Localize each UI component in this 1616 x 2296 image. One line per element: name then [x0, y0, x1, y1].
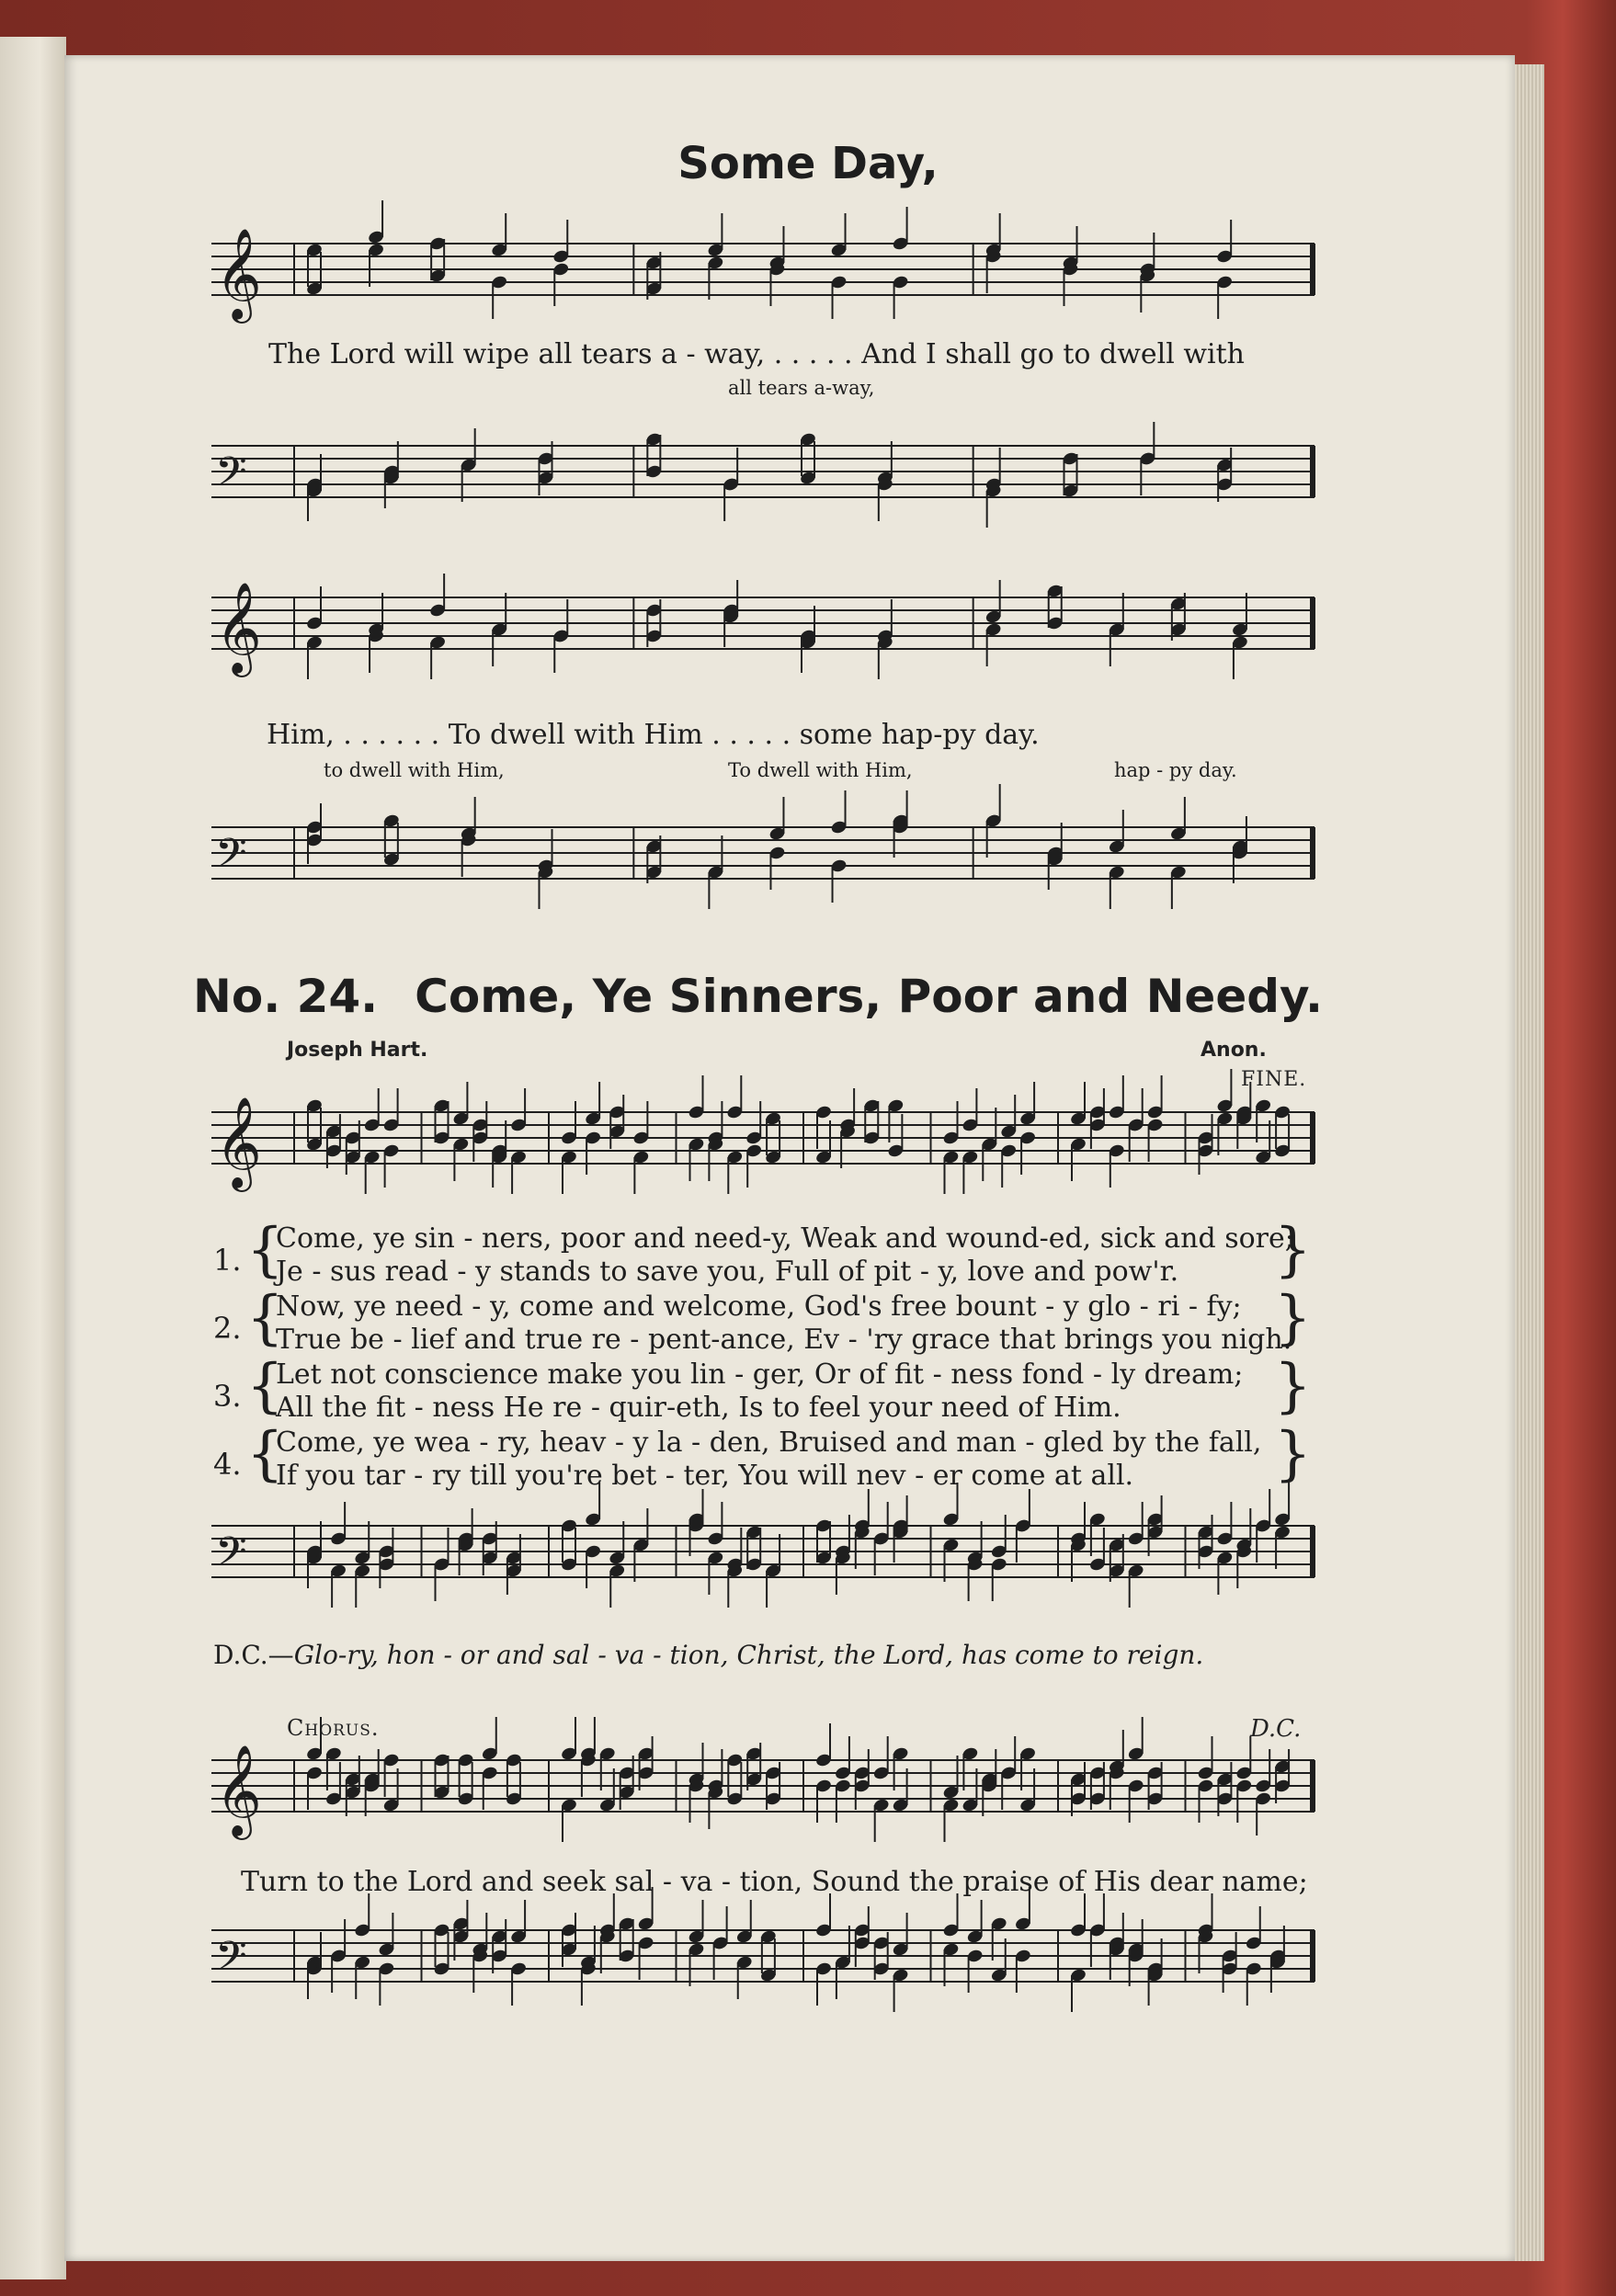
- bass-clef-icon: 𝄢: [215, 829, 247, 887]
- system-1-lyrics: The Lord will wipe all tears a - way, . . . . . And I shall go to dwell with: [268, 338, 1245, 370]
- verse-brace-2-close: }: [1274, 1284, 1312, 1352]
- verse-3-line-a: Let not conscience make you lin - ger, Or of fit - ness fond - ly dream;: [276, 1358, 1244, 1391]
- dc-lyrics: Glo-ry, hon - or and sal - va - tion, Christ, the Lord, has come to reign.: [293, 1640, 1204, 1670]
- song-title-come-ye-sinners: [193, 970, 1323, 1023]
- verse-1-line-b: Je - sus read - y stands to save you, Full of pit - y, love and pow'r.: [276, 1256, 1179, 1288]
- treble-clef-icon: 𝄞: [215, 582, 262, 674]
- chorus-dc-marking: D.C.: [1250, 1715, 1302, 1743]
- system-1-treble-staff: [211, 225, 1333, 326]
- verse-brace-1: {: [246, 1216, 284, 1284]
- composer-credit: Anon.: [1201, 1039, 1267, 1062]
- verse-brace-4-close: }: [1274, 1420, 1312, 1488]
- song-title-some-day: Some Day,: [677, 138, 939, 189]
- system-2-echo-lyrics-3: hap - py day.: [1114, 759, 1237, 781]
- fine-marking: FINE.: [1241, 1068, 1307, 1091]
- chorus-bass-staff: [211, 1912, 1333, 2031]
- treble-clef-icon: 𝄞: [215, 1745, 262, 1836]
- verse-4-line-b: If you tar - ry till you're bet - ter, You will nev - er come at all.: [276, 1460, 1134, 1492]
- dc-prefix: D.C.—: [213, 1640, 294, 1670]
- verse-number-3: 3.: [213, 1379, 242, 1414]
- dc-line: [213, 1640, 1203, 1670]
- verse-number-1: 1.: [213, 1243, 242, 1278]
- bass-clef-icon: 𝄢: [215, 448, 247, 506]
- system-1-alto-lyrics: all tears a-way,: [728, 377, 875, 399]
- verse-4-line-a: Come, ye wea - ry, heav - y la - den, Bruised and man - gled by the fall,: [276, 1426, 1262, 1459]
- verse-1-line-a: Come, ye sin - ners, poor and need-y, Weak and wound-ed, sick and sore;: [276, 1222, 1294, 1255]
- hymn-title: Come, Ye Sinners, Poor and Needy.: [415, 970, 1324, 1023]
- author-credit: Joseph Hart.: [287, 1039, 428, 1062]
- verse-brace-3: {: [246, 1352, 284, 1420]
- hymn-bass-staff: [211, 1507, 1333, 1627]
- verse-2-line-a: Now, ye need - y, come and welcome, God's free bount - y glo - ri - fy;: [276, 1290, 1242, 1323]
- chorus-label: Chorus.: [287, 1715, 380, 1741]
- verse-brace-1-close: }: [1274, 1216, 1312, 1284]
- staff-lines: [211, 827, 1314, 879]
- system-2-echo-lyrics-1: to dwell with Him,: [324, 759, 505, 781]
- treble-clef-icon: 𝄞: [215, 1097, 262, 1188]
- verse-2-line-b: True be - lief and true re - pent-ance, Ev - 'ry grace that brings you nigh.: [276, 1324, 1292, 1356]
- hymn-treble-staff: [211, 1094, 1333, 1213]
- system-1-bass-staff: [211, 409, 1333, 538]
- verse-number-2: 2.: [213, 1311, 242, 1346]
- treble-clef-icon: 𝄞: [215, 228, 262, 320]
- left-page-edge: [0, 37, 66, 2279]
- verse-3-line-b: All the fit - ness He re - quir-eth, Is to feel your need of Him.: [276, 1392, 1121, 1424]
- system-2-lyrics: Him, . . . . . . To dwell with Him . . . . . some hap-py day.: [267, 719, 1040, 751]
- verse-brace-3-close: }: [1274, 1352, 1312, 1420]
- bass-clef-icon: 𝄢: [215, 1932, 247, 1990]
- system-2-bass-staff: [211, 790, 1333, 947]
- verse-number-4: 4.: [213, 1447, 242, 1482]
- system-2-treble-staff: [211, 579, 1333, 717]
- bass-clef-icon: 𝄢: [215, 1528, 247, 1586]
- chorus-treble-staff: [211, 1742, 1333, 1861]
- verse-brace-2: {: [246, 1284, 284, 1352]
- system-2-echo-lyrics-2: To dwell with Him,: [728, 759, 913, 781]
- hymn-number: No. 24.: [193, 970, 379, 1023]
- verse-brace-4: {: [246, 1420, 284, 1488]
- chorus-lyrics: Turn to the Lord and seek sal - va - tion, Sound the praise of His dear name;: [241, 1866, 1308, 1898]
